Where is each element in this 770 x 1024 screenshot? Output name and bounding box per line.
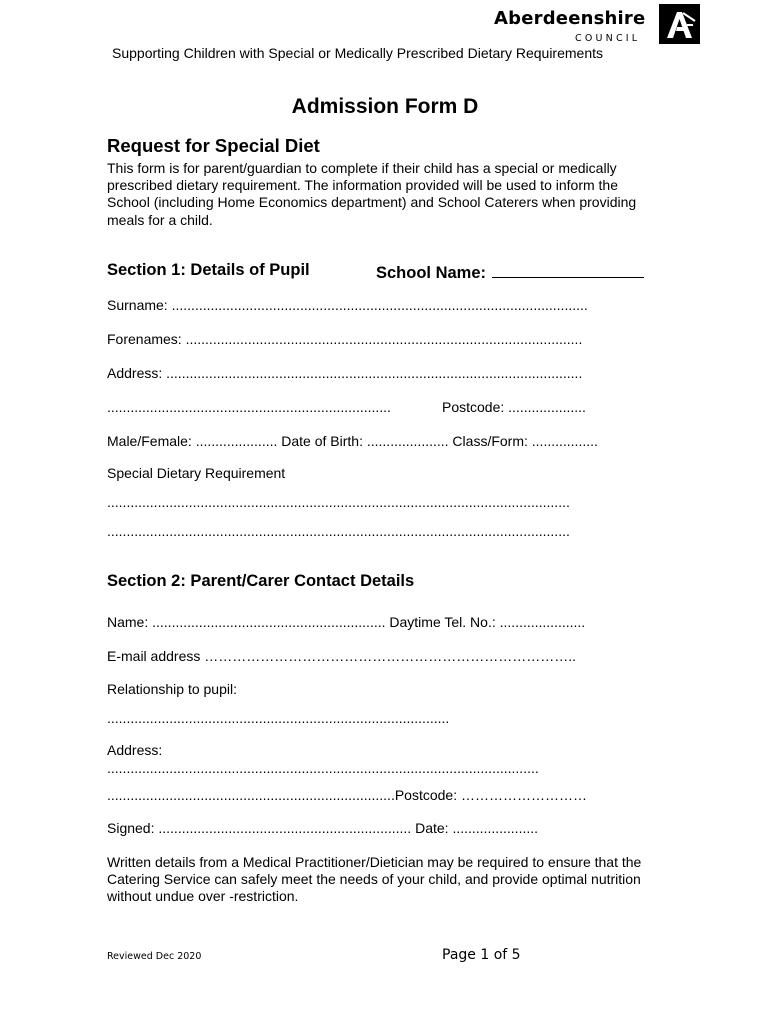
address-line2-field[interactable]: ......................................................................... [107, 399, 391, 415]
request-title: Request for Special Diet [107, 135, 320, 156]
reviewed-date: Reviewed Dec 2020 [107, 951, 202, 962]
address-field[interactable]: Address: ........................................................................................................... [107, 365, 583, 381]
special-diet-label: Special Dietary Requirement [107, 465, 286, 481]
parent-address-postcode[interactable]: ..........................................................................Postcode: ……………………… [107, 787, 587, 803]
diet-line-1[interactable]: ....................................................................................................................... [107, 494, 570, 510]
parent-address-label: Address: [107, 742, 163, 758]
surname-field[interactable]: Surname: ........................................................................................................... [107, 297, 588, 313]
email-field[interactable]: E-mail address …………………………………………………………………….. [107, 648, 577, 664]
council-logo-name: Aberdeenshire [494, 8, 646, 29]
name-tel-field[interactable]: Name: ............................................................ Daytime Tel. No.: ...................... [107, 614, 586, 630]
gender-dob-class-field[interactable]: Male/Female: ..................... Date of Birth: ..................... Class/Form: ................. [107, 433, 598, 449]
header-subtitle: Supporting Children with Special or Medically Prescribed Dietary Requirements [112, 45, 603, 61]
postcode-field[interactable]: Postcode: .................... [442, 399, 586, 415]
section2-title: Section 2: Parent/Carer Contact Details [107, 572, 415, 590]
form-title: Admission Form D [291, 95, 479, 118]
school-name-label: School Name: [376, 264, 487, 282]
medical-note: Written details from a Medical Practitioner/Dietician may be required to ensure that the Catering Service can safely meet the needs of your child, and provide optimal nutrition without undue over -restriction. [107, 854, 642, 905]
forenames-field[interactable]: Forenames: ...................................................................................................... [107, 331, 583, 347]
relationship-label: Relationship to pupil: [107, 681, 237, 697]
relationship-line[interactable]: ........................................................................................ [107, 710, 450, 726]
page-number: Page 1 of 5 [442, 947, 521, 963]
section1-title: Section 1: Details of Pupil [107, 261, 310, 279]
diet-line-2[interactable]: ....................................................................................................................... [107, 523, 570, 539]
parent-address-line1[interactable]: ............................................................................................................... [107, 760, 539, 776]
intro-paragraph: This form is for parent/guardian to complete if their child has a special or medically prescribed dietary requirement. The information provided will be used to inform the School (including Home Economics department) and School Caterers when providing meals for a child. [107, 160, 637, 228]
school-name-blank[interactable] [492, 261, 644, 278]
school-name-field[interactable] [376, 261, 644, 283]
signed-date-field[interactable]: Signed: ................................................................. Date: ...................... [107, 820, 539, 836]
aberdeenshire-logo-icon [659, 4, 700, 44]
council-logo-subtext: COUNCIL [575, 33, 641, 44]
